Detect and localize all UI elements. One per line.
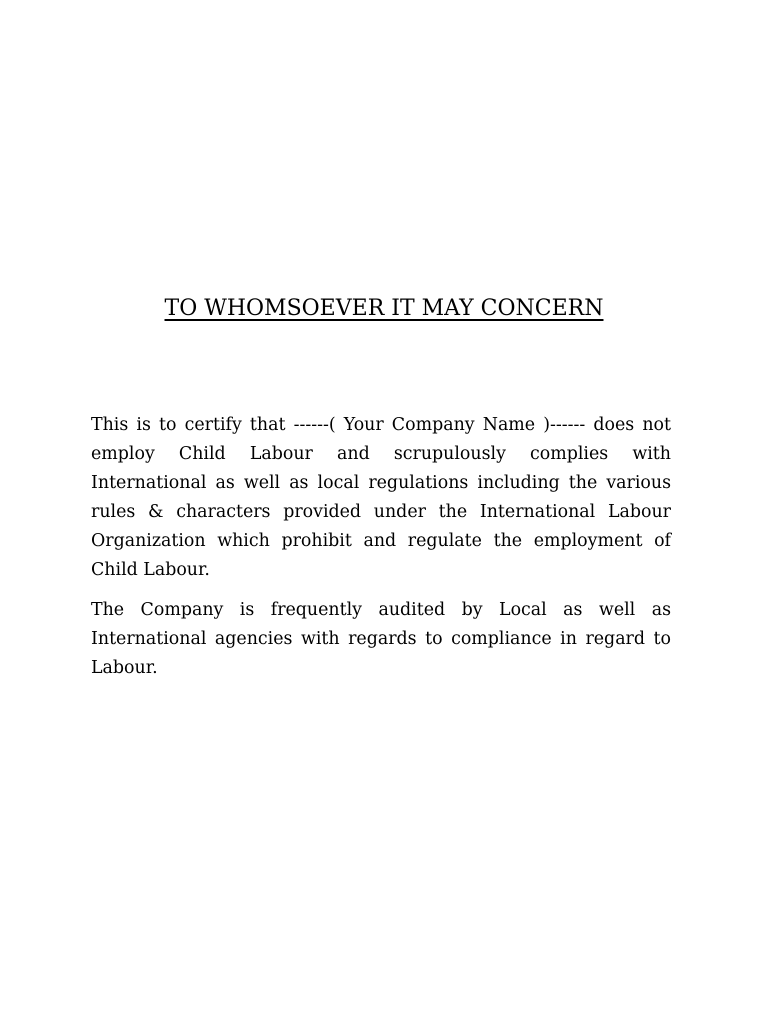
audit-paragraph: The Company is frequently audited by Local as well as International agencies with regards to compliance in regard to Labour. (91, 600, 671, 678)
document-title: TO WHOMSOEVER IT MAY CONCERN (164, 296, 604, 321)
certification-paragraph: This is to certify that ------( Your Company Name )------ does not employ Child Labour and scrupulously complies with International as well as local regulations including the various rules & characters provided under the International Labour Organization which prohibit and regulate the employment of Child Labour. (91, 415, 671, 580)
